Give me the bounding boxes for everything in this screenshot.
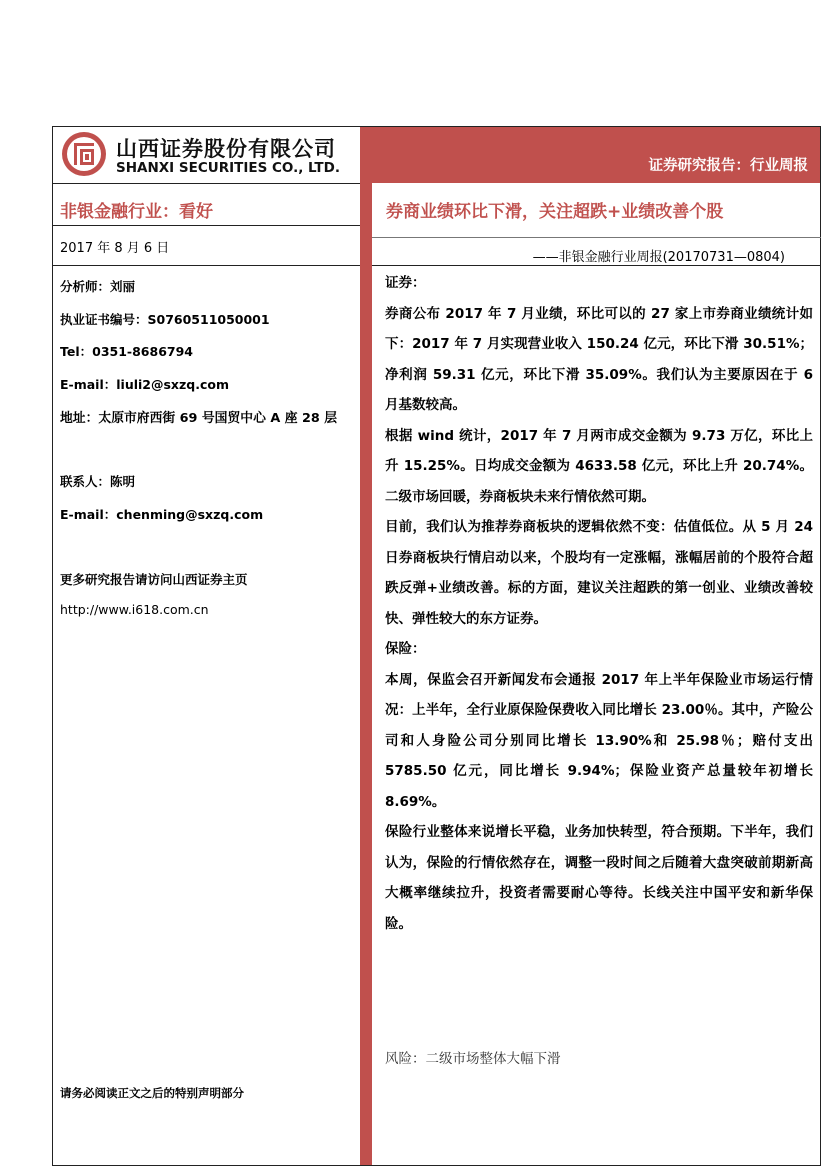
company-name-en: SHANXI SECURITIES CO., LTD.: [116, 160, 340, 176]
risk-warning: 风险：二级市场整体大幅下滑: [385, 1051, 561, 1067]
divider-subtitle-right: [372, 237, 821, 238]
securities-paragraph-1: 券商公布 2017 年 7 月业绩，环比可以的 27 家上市券商业绩统计如下：2017 年 7 月实现营业收入 150.24 亿元，环比下滑 30.51%；净利润 59.31 亿元，环比下滑 35.09%。我们认为主要原因在于 6 月基数较高。: [385, 305, 813, 413]
divider-date-left: [52, 265, 360, 266]
sector-rating-title: 非银金融行业：看好: [60, 202, 213, 222]
license-number: 执业证书编号：S0760511050001: [60, 312, 270, 327]
divider-header-left: [52, 183, 360, 184]
divider-body-right: [372, 265, 821, 266]
insurance-paragraph-2: 保险行业整体来说增长平稳，业务加快转型，符合预期。下半年，我们认为，保险的行情依然存在，调整一段时间之后随着大盘突破前期新高大概率继续拉升，投资者需要耐心等待。长线关注中国平安和新华保险。: [385, 824, 813, 932]
divider-title-left: [52, 225, 360, 226]
red-divider-stripe: [360, 127, 372, 1165]
analyst-email: E-mail：liuli2@sxzq.com: [60, 377, 229, 392]
frame-bottom-border: [52, 1165, 821, 1166]
company-website-link[interactable]: http://www.i618.com.cn: [60, 602, 209, 617]
securities-paragraph-2: 根据 wind 统计，2017 年 7 月两市成交金额为 9.73 万亿，环比上升 15.25%。日均成交金额为 4633.58 亿元，环比上升 20.74%。二级市场回暖，券商板块未来行情依然可期。: [385, 427, 813, 505]
securities-heading: 证券：: [385, 275, 426, 291]
securities-paragraph-3: 目前，我们认为推荐券商板块的逻辑依然不变：估值低位。从 5 月 24 日券商板块行情启动以来，个股均有一定涨幅，涨幅居前的个股符合超跌反弹+业绩改善。标的方面，建议关注超跌的第一创业、业绩改善较快、弹性较大的东方证券。: [385, 519, 813, 627]
analyst-tel: Tel：0351-8686794: [60, 344, 193, 359]
office-address: 地址：太原市府西街 69 号国贸中心 A 座 28 层: [60, 411, 338, 426]
report-date: 2017 年 8 月 6 日: [60, 241, 170, 256]
company-seal-icon: [61, 131, 107, 177]
insurance-paragraph-1: 本周，保监会召开新闻发布会通报 2017 年上半年保险业市场运行情况：上半年，全行业原保险保费收入同比增长 23.00％。其中，产险公司和人身险公司分别同比增长 13.90%和 25.98％；赔付支出 5785.50 亿元，同比增长 9.94%；保险业资产总量较年初增长 8.69%。: [385, 671, 813, 810]
disclaimer-note: 请务必阅读正文之后的特别声明部分: [60, 1086, 244, 1100]
report-type-banner: [372, 127, 820, 183]
contact-person: 联系人：陈明: [60, 474, 136, 489]
company-logo: [53, 127, 358, 183]
frame-left-border: [52, 126, 53, 1166]
report-headline: 券商业绩环比下滑，关注超跌+业绩改善个股: [386, 202, 724, 222]
analyst-name: 分析师：刘丽: [60, 279, 136, 294]
more-reports-note: 更多研究报告请访问山西证券主页: [60, 572, 248, 587]
report-type-label: 证券研究报告：行业周报: [648, 158, 808, 174]
contact-email: E-mail：chenming@sxzq.com: [60, 507, 264, 522]
frame-right-border: [820, 126, 821, 1166]
insurance-heading: 保险：: [385, 641, 426, 657]
company-name-cn: 山西证券股份有限公司: [116, 137, 336, 161]
report-body: [385, 268, 813, 939]
report-subtitle: ——非银金融行业周报(20170731—0804): [532, 250, 785, 265]
